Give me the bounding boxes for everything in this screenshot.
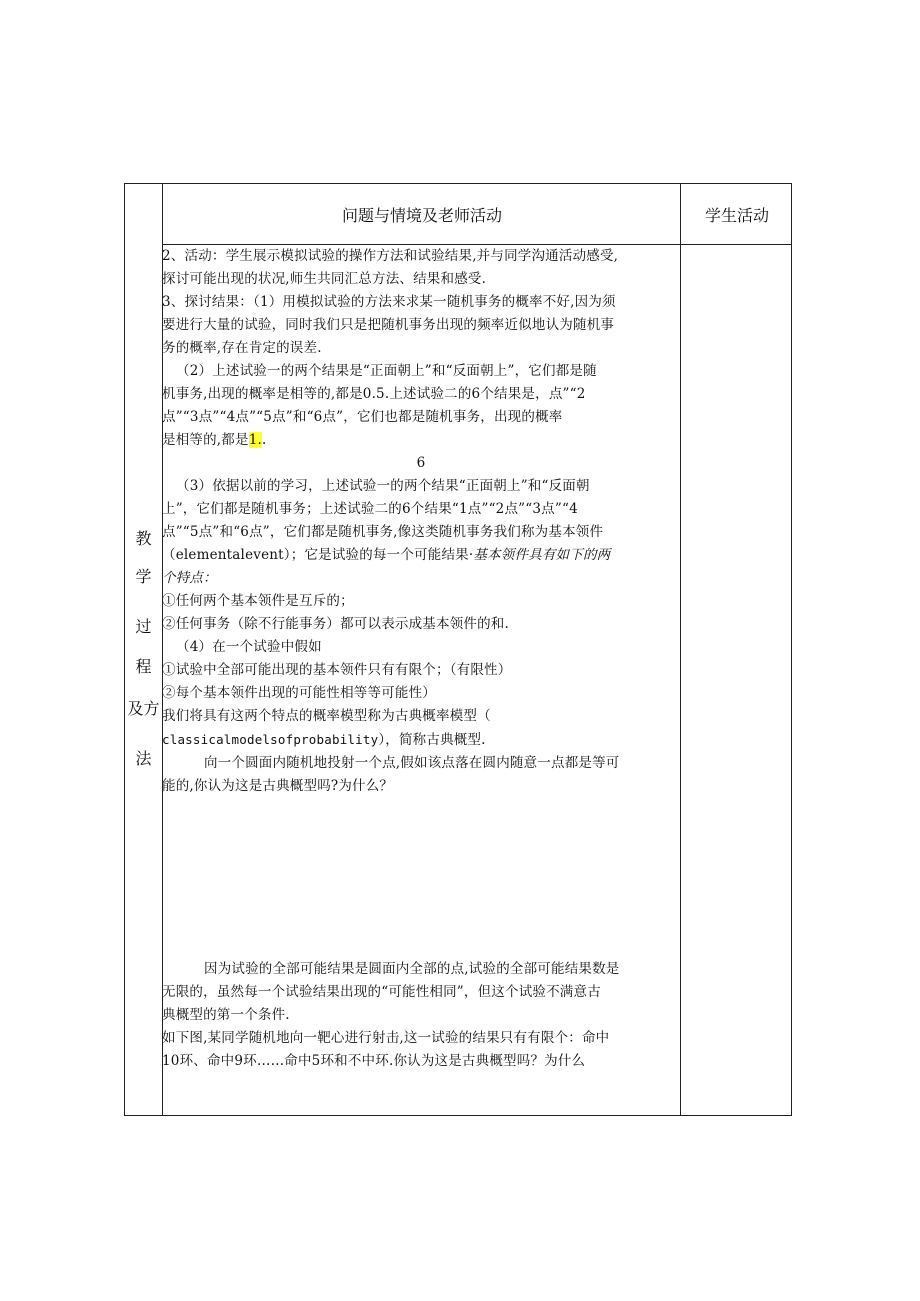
fraction-denominator: 6 — [416, 455, 426, 471]
text-fragment: （elementalevent）；它是试验的每一个可能结果· — [162, 547, 474, 563]
text-line — [162, 728, 680, 752]
text-line: 如下图,某同学随机地向一靶心进行射击,这一试验的结果只有有限个：命中 — [162, 1030, 610, 1046]
left-label-char: 学 — [135, 567, 152, 586]
text-line: （4）在一个试验中假如 — [176, 639, 322, 655]
text-line — [162, 544, 680, 567]
text-line: 务的概率,存在肯定的误差. — [162, 340, 322, 356]
text-line: 能的,你认为这是古典概型吗?为什么？ — [162, 778, 394, 794]
text-line: 无限的，虽然每一个试验结果出现的“可能性相同”，但这个试验不满意古 — [162, 984, 601, 1000]
header-student-activity: 学生活动 — [704, 205, 769, 225]
text-line: 点”“5点”和“6点”，它们都是随机事务,像这类随机事务我们称为基本领件 — [162, 524, 604, 540]
text-line: ②每个基本领件出现的可能性相等等可能性） — [162, 685, 436, 701]
italic-fragment: 基本领件具有如下的两 — [473, 547, 611, 563]
text-line: （3）依据以前的学习，上述试验一的两个结果“正面朝上”和“反面朝 — [176, 478, 590, 494]
left-label-char: 程 — [135, 657, 152, 676]
text-fragment: . — [261, 432, 267, 448]
text-line: 上”，它们都是随机事务；上述试验二的6个结果“1点”“2点”“3点”“4 — [162, 501, 578, 517]
text-line: 机事务,出现的概率是相等的,都是0.5.上述试验二的6个结果是，点”“2 — [162, 386, 586, 402]
column-divider-right — [680, 184, 681, 1115]
text-line: 向一个圆面内随机地投射一个点,假如该点落在圆内随意一点都是等可 — [204, 755, 620, 771]
text-line: ①试验中全部可能出现的基本领件只有有限个；（有限性） — [162, 662, 512, 678]
term-english: classicalmodelsofprobability — [162, 732, 379, 747]
text-line: 我们将具有这两个特点的概率模型称为古典概率模型（ — [162, 708, 491, 724]
text-line: 个特点： — [162, 570, 217, 586]
text-line: ①任何两个基本领件是互斥的； — [162, 593, 354, 609]
text-fragment: 是相等的,都是 — [162, 432, 249, 448]
left-label-char: 及方 — [127, 699, 160, 718]
text-line: 典概型的第一个条件. — [162, 1007, 290, 1023]
text-line: 3、探讨结果：（1）用模拟试验的方法来求某一随机事务的概率不好,因为须 — [162, 294, 616, 310]
text-line: 10环、命中9环……命中5环和不中环.你认为这是古典概型吗？为什么 — [162, 1053, 586, 1069]
highlighted-fraction: 1. — [248, 432, 262, 448]
text-fragment: ），简称古典概型. — [378, 732, 486, 748]
text-line: 要进行大量的试验，同时我们只是把随机事务出现的频率近似地认为随机事 — [162, 317, 615, 333]
text-line — [162, 429, 680, 452]
text-line: 2、活动：学生展示模拟试验的操作方法和试验结果,并与同学沟通活动感受, — [162, 248, 619, 264]
teacher-activity-content — [162, 245, 680, 1073]
text-line: 因为试验的全部可能结果是圆面内全部的点,试验的全部可能结果数是 — [204, 961, 620, 977]
left-label-char: 过 — [135, 617, 152, 636]
left-label-char: 法 — [135, 749, 152, 768]
text-line: ②任何事务（除不行能事务）都可以表示成基本领件的和. — [162, 616, 509, 632]
left-label-char: 教 — [135, 529, 152, 548]
text-line: 点”“3点”“4点”“5点”和“6点”，它们也都是随机事务，出现的概率 — [162, 409, 563, 425]
blank-space — [162, 798, 680, 958]
text-line: （2）上述试验一的两个结果是“正面朝上”和“反面朝上”，它们都是随 — [176, 363, 597, 379]
text-line: 探讨可能出现的状况,师生共同汇总方法、结果和感受. — [162, 271, 487, 287]
header-teacher-activity: 问题与情境及老师活动 — [341, 205, 502, 225]
